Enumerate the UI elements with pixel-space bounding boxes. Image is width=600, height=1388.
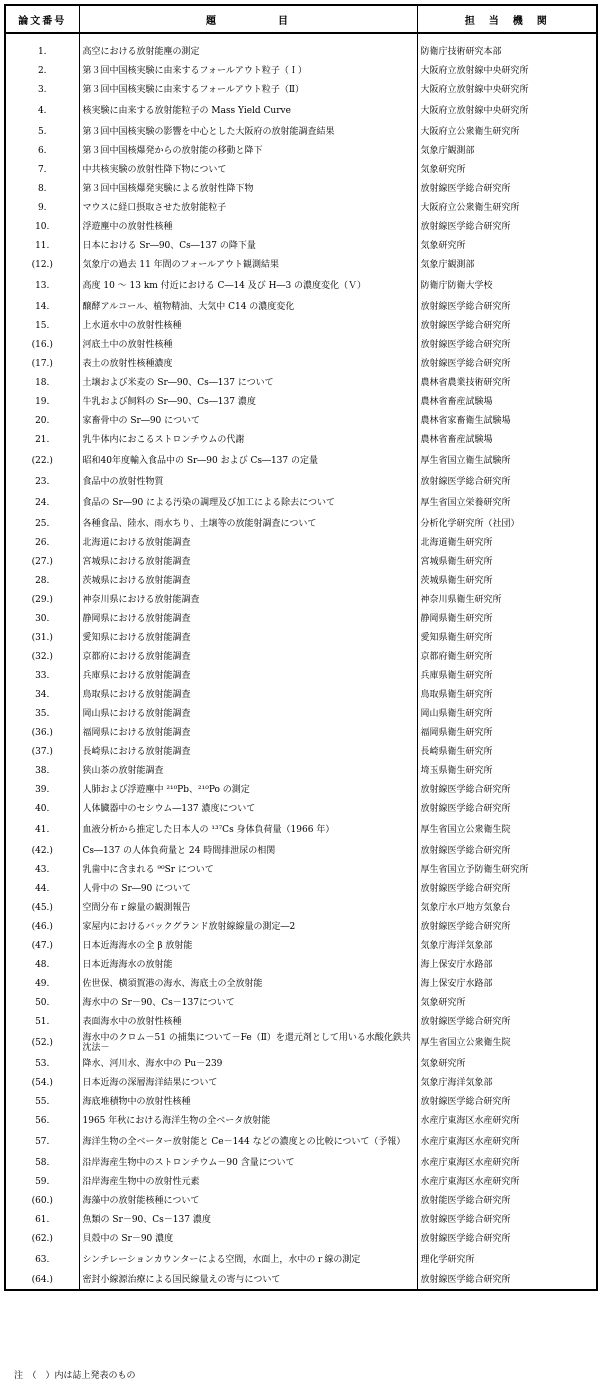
organization: 岡山県衛生研究所 (420, 708, 493, 719)
paper-title: 海水中の Sr－90、Cs－137について (79, 993, 417, 1012)
paper-title: 核実験に由来する放射能粒子の Mass Yield Curve (79, 99, 417, 122)
table-row (5, 936, 597, 955)
paper-title: 神奈川県における放射能調査 (79, 590, 417, 609)
table-row (5, 80, 597, 99)
paper-title: 宮城県における放射能調査 (79, 552, 417, 571)
paper-title: マウスに経口摂取させた放射能粒子 (79, 198, 417, 217)
paper-number: 56. (5, 1111, 79, 1130)
paper-title: 家屋内におけるバックグランド放射線線量の測定―2 (79, 917, 417, 936)
table-row (5, 1153, 597, 1172)
paper-title: 沿岸海産生物中の放射性元素 (79, 1172, 417, 1191)
paper-number: (46.) (5, 917, 79, 936)
organization: 放射線医学総合研究所 (420, 784, 511, 795)
table-row (5, 742, 597, 761)
spacer-row (5, 33, 597, 42)
paper-list-table (4, 4, 598, 1291)
paper-title: 日本近海海水の全 β 放射能 (79, 936, 417, 955)
paper-number: 11. (5, 236, 79, 255)
paper-title: 土壌および米麦の Sr―90、Cs―137 について (79, 373, 417, 392)
paper-title: 佐世保、横須賀港の海水、海底土の全放射能 (79, 974, 417, 993)
table-row (5, 685, 597, 704)
table-row (5, 430, 597, 449)
paper-number: 41. (5, 818, 79, 841)
paper-title: 気象庁の過去 11 年間のフォールアウト観測結果 (79, 255, 417, 274)
organization: 福岡県衛生研究所 (420, 727, 493, 738)
organization: 気象研究所 (420, 997, 466, 1008)
paper-number: 38. (5, 761, 79, 780)
paper-number: 28. (5, 571, 79, 590)
organization: 放射線医学総合研究所 (420, 803, 511, 814)
organization: 茨城県衛生研究所 (420, 575, 493, 586)
table-row (5, 955, 597, 974)
table-row (5, 898, 597, 917)
organization: 海上保安庁水路部 (420, 959, 493, 970)
table-row (5, 1130, 597, 1153)
paper-title: 人骨中の Sr―90 について (79, 879, 417, 898)
paper-title: 日本における Sr―90、Cs―137 の降下量 (79, 236, 417, 255)
paper-number: 44. (5, 879, 79, 898)
paper-number: 4. (5, 99, 79, 122)
organization: 放射線医学総合研究所 (420, 358, 511, 369)
paper-title: 乳牛体内におこるストロンチウムの代謝 (79, 430, 417, 449)
table-row (5, 780, 597, 799)
table-row (5, 514, 597, 533)
table-row (5, 198, 597, 217)
organization: 農林省家畜衛生試験場 (420, 415, 511, 426)
paper-number: 1. (5, 42, 79, 61)
organization: 放射線医学総合研究所 (420, 1275, 511, 1285)
paper-number: 63. (5, 1248, 79, 1271)
table-row (5, 335, 597, 354)
table-row (5, 297, 597, 316)
paper-title: 1965 年秋における海洋生物の全ベータ放射能 (79, 1111, 417, 1130)
paper-title: 食品の Sr―90 による汚染の調理及び加工による除去について (79, 491, 417, 514)
table-row (5, 860, 597, 879)
paper-number: (52.) (5, 1031, 79, 1054)
paper-number: 19. (5, 392, 79, 411)
table-row (5, 392, 597, 411)
paper-title: 貝殻中の Sr－90 濃度 (79, 1229, 417, 1248)
header-title: 題 目 (79, 5, 417, 33)
paper-title: 食品中の放射性物質 (79, 472, 417, 491)
paper-title: 中共核実験の放射性降下物について (79, 160, 417, 179)
table-body (5, 33, 597, 1290)
paper-title: 岡山県における放射能調査 (79, 704, 417, 723)
table-row (5, 472, 597, 491)
paper-title: Cs―137 の人体負荷量と 24 時間排泄尿の相関 (79, 841, 417, 860)
paper-title: 高度 10 ～ 13 km 付近における C―14 及び H―3 の濃度変化（Ｖ） (79, 274, 417, 297)
organization: 放射線医学総合研究所 (420, 883, 511, 894)
paper-title: 各種食品、陸水、雨水ちり、土壌等の放能射調査について (79, 514, 417, 533)
table-row (5, 841, 597, 860)
table-row (5, 1111, 597, 1130)
table-row (5, 1092, 597, 1111)
paper-title: 昭和40年度輸入食品中の Sr―90 および Cs―137 の定量 (79, 449, 417, 472)
table-row (5, 354, 597, 373)
paper-title: 密封小線源治療による国民線量えの寄与について (79, 1271, 417, 1290)
paper-number: 49. (5, 974, 79, 993)
paper-title: シンチレーションカウンターによる空間，水面上，水中のｒ線の測定 (79, 1248, 417, 1271)
paper-title: 醸酵アルコール、植物精油、大気中 C14 の濃度変化 (79, 297, 417, 316)
table-row (5, 179, 597, 198)
paper-title: 日本近海海水の放射能 (79, 955, 417, 974)
paper-title: 高空における放射能塵の測定 (79, 42, 417, 61)
organization: 京都府衛生研究所 (420, 651, 493, 662)
organization: 放射線医学総合研究所 (420, 320, 511, 331)
table-row (5, 818, 597, 841)
organization: 厚生省国立公衆衛生院 (420, 1037, 511, 1048)
paper-title: 海洋生物の全ベーター放射能と Ce－144 などの濃度との比較について（予報） (79, 1130, 417, 1153)
table-header-row (5, 5, 597, 33)
table-row (5, 1172, 597, 1191)
paper-title: 上水道水中の放射性核種 (79, 316, 417, 335)
table-row (5, 647, 597, 666)
paper-number: (64.) (5, 1271, 79, 1290)
paper-title: 牛乳および飼料の Sr―90、Cs―137 濃度 (79, 392, 417, 411)
table-row (5, 879, 597, 898)
organization: 放射線医学総合研究所 (420, 1016, 511, 1027)
organization: 防衛庁技術研究本部 (420, 46, 502, 57)
organization: 水産庁東海区水産研究所 (420, 1176, 520, 1187)
paper-number: 5. (5, 122, 79, 141)
organization: 厚生省国立衛生試験所 (420, 455, 511, 466)
organization: 水産庁東海区水産研究所 (420, 1157, 520, 1168)
organization: 気象庁海洋気象部 (420, 940, 493, 951)
paper-number: 30. (5, 609, 79, 628)
table-row (5, 571, 597, 590)
paper-number: (12.) (5, 255, 79, 274)
table-row (5, 704, 597, 723)
organization: 鳥取県衛生研究所 (420, 689, 493, 700)
paper-number: 35. (5, 704, 79, 723)
paper-number: 9. (5, 198, 79, 217)
table-row (5, 160, 597, 179)
organization: 気象研究所 (420, 164, 466, 175)
paper-title: 第３回中国核爆発実験による放射性降下物 (79, 179, 417, 198)
paper-title: 長崎県における放射能調査 (79, 742, 417, 761)
organization: 気象庁観測部 (420, 145, 475, 156)
footnote: 注 （ ）内は誌上発表のもの (14, 1371, 136, 1381)
paper-title: 沿岸海産生物中のストロンチウム－90 含量について (79, 1153, 417, 1172)
organization: 気象庁海洋気象部 (420, 1077, 493, 1088)
table-row (5, 993, 597, 1012)
organization: 気象研究所 (420, 1058, 466, 1069)
table-row (5, 1054, 597, 1073)
paper-number: 20. (5, 411, 79, 430)
paper-number: (36.) (5, 723, 79, 742)
paper-number: 43. (5, 860, 79, 879)
table-row (5, 122, 597, 141)
organization: 気象庁観測部 (420, 259, 475, 270)
table-row (5, 236, 597, 255)
table-row (5, 666, 597, 685)
organization: 農林省畜産試験場 (420, 396, 493, 407)
table-row (5, 411, 597, 430)
paper-number: 15. (5, 316, 79, 335)
table-row (5, 1248, 597, 1271)
table-row (5, 1210, 597, 1229)
paper-number: (32.) (5, 647, 79, 666)
paper-number: 14. (5, 297, 79, 316)
paper-title: 河底土中の放射性核種 (79, 335, 417, 354)
paper-number: 50. (5, 993, 79, 1012)
paper-number: 61. (5, 1210, 79, 1229)
paper-number: (17.) (5, 354, 79, 373)
organization: 宮城県衛生研究所 (420, 556, 493, 567)
table-row (5, 628, 597, 647)
paper-title: 魚類の Sr－90、Cs－137 濃度 (79, 1210, 417, 1229)
header-organization: 担 当 機 関 (417, 5, 597, 33)
paper-title: 海水中のクロム－51 の捕集について－Fe（Ⅱ）を還元剤として用いる水酸化鉄共沈法－ (79, 1031, 417, 1054)
paper-number: 10. (5, 217, 79, 236)
table-row (5, 1073, 597, 1092)
table-row (5, 99, 597, 122)
organization: 農林省畜産試験場 (420, 434, 493, 445)
paper-title: 血液分析から推定した日本人の ¹³⁷Cs 身体負荷量（1966 年） (79, 818, 417, 841)
paper-number: 21. (5, 430, 79, 449)
paper-title: 降水、河川水、海水中の Pu－239 (79, 1054, 417, 1073)
table-row (5, 449, 597, 472)
table-row (5, 590, 597, 609)
table-row (5, 373, 597, 392)
organization: 埼玉県衛生研究所 (420, 765, 493, 776)
paper-number: 23. (5, 472, 79, 491)
table-row (5, 1012, 597, 1031)
organization: 水産庁東海区水産研究所 (420, 1115, 520, 1126)
organization: 兵庫県衛生研究所 (420, 670, 493, 681)
table-row (5, 917, 597, 936)
paper-number: 33. (5, 666, 79, 685)
paper-number: 25. (5, 514, 79, 533)
table-row (5, 1271, 597, 1290)
organization: 大阪府立放射線中央研究所 (420, 84, 529, 95)
organization: 放射線医学総合研究所 (420, 1233, 511, 1244)
organization: 理化学研究所 (420, 1254, 475, 1265)
paper-number: 18. (5, 373, 79, 392)
organization: 放射線医学総合研究所 (420, 921, 511, 932)
paper-title: 北海道における放射能調査 (79, 533, 417, 552)
paper-number: 34. (5, 685, 79, 704)
organization: 大阪府立公衆衛生研究所 (420, 202, 520, 213)
paper-title: 静岡県における放射能調査 (79, 609, 417, 628)
table-row (5, 552, 597, 571)
paper-number: 48. (5, 955, 79, 974)
organization: 防衛庁防衛大学校 (420, 280, 493, 291)
organization: 放射線医学総合研究所 (420, 221, 511, 232)
organization: 放射線医学総合研究所 (420, 845, 511, 856)
paper-title: 第３回中国核実験に由来するフォールアウト粒子（Ｉ） (79, 61, 417, 80)
paper-title: 表面海水中の放射性核種 (79, 1012, 417, 1031)
table-row (5, 974, 597, 993)
table-row (5, 274, 597, 297)
paper-number: 40. (5, 799, 79, 818)
paper-number: (22.) (5, 449, 79, 472)
paper-number: 2. (5, 61, 79, 80)
paper-number: (29.) (5, 590, 79, 609)
table-row (5, 255, 597, 274)
table-row (5, 316, 597, 335)
paper-title: 第３回中国核爆発からの放射能の移動と降下 (79, 141, 417, 160)
paper-title: 京都府における放射能調査 (79, 647, 417, 666)
paper-title: 乳歯中に含まれる ⁹⁰Sr について (79, 860, 417, 879)
paper-number: 24. (5, 491, 79, 514)
paper-title: 表土の放射性核種濃度 (79, 354, 417, 373)
paper-number: 3. (5, 80, 79, 99)
paper-number: (62.) (5, 1229, 79, 1248)
organization: 厚生省国立栄養研究所 (420, 497, 511, 508)
paper-number: (47.) (5, 936, 79, 955)
paper-title: 狭山茶の放射能調査 (79, 761, 417, 780)
organization: 放射線医学総合研究所 (420, 339, 511, 350)
organization: 海上保安庁水路部 (420, 978, 493, 989)
paper-number: (42.) (5, 841, 79, 860)
organization: 放射線医学総合研究所 (420, 1096, 511, 1107)
paper-title: 第３回中国核実験に由来するフォールアウト粒子（Ⅱ） (79, 80, 417, 99)
organization: 愛知県衛生研究所 (420, 632, 493, 643)
organization: 農林省農業技術研究所 (420, 377, 511, 388)
paper-number: 55. (5, 1092, 79, 1111)
paper-number: 26. (5, 533, 79, 552)
organization: 放射線医学総合研究所 (420, 1214, 511, 1225)
organization: 分析化学研究所（社団） (420, 518, 520, 529)
table-row (5, 61, 597, 80)
table-row (5, 761, 597, 780)
table-row (5, 609, 597, 628)
table-row (5, 723, 597, 742)
organization: 放射線医学総合研究所 (420, 301, 511, 312)
table-row (5, 217, 597, 236)
organization: 大阪府立放射線中央研究所 (420, 65, 529, 76)
paper-number: (45.) (5, 898, 79, 917)
organization: 放射線医学総合研究所 (420, 476, 511, 487)
paper-title: 茨城県における放射能調査 (79, 571, 417, 590)
paper-title: 浮遊塵中の放射性核種 (79, 217, 417, 236)
paper-title: 海底堆積物中の放射性核種 (79, 1092, 417, 1111)
header-paper-number: 論文番号 (5, 5, 79, 33)
organization: 静岡県衛生研究所 (420, 613, 493, 624)
table-row (5, 42, 597, 61)
paper-number: 58. (5, 1153, 79, 1172)
organization: 大阪府立公衆衛生研究所 (420, 126, 520, 137)
paper-number: 57. (5, 1130, 79, 1153)
paper-number: 39. (5, 780, 79, 799)
table-row (5, 1031, 597, 1054)
organization: 厚生省国立公衆衛生院 (420, 824, 511, 835)
paper-number: 8. (5, 179, 79, 198)
paper-number: (16.) (5, 335, 79, 354)
paper-number: 7. (5, 160, 79, 179)
paper-number: 59. (5, 1172, 79, 1191)
paper-title: 鳥取県における放射能調査 (79, 685, 417, 704)
paper-number: 53. (5, 1054, 79, 1073)
organization: 大阪府立放射線中央研究所 (420, 105, 529, 116)
paper-number: (27.) (5, 552, 79, 571)
paper-title: 空間分布ｒ線量の観測報告 (79, 898, 417, 917)
paper-number: (37.) (5, 742, 79, 761)
paper-number: (60.) (5, 1191, 79, 1210)
table-row (5, 141, 597, 160)
organization: 気象研究所 (420, 240, 466, 251)
organization: 放射線医学総合研究所 (420, 183, 511, 194)
organization: 放射能医学総合研究所 (420, 1195, 511, 1206)
paper-title: 人肺および浮遊塵中 ²¹⁰Pb、²¹⁰Po の測定 (79, 780, 417, 799)
table-row (5, 1191, 597, 1210)
paper-number: 51. (5, 1012, 79, 1031)
paper-title: 海藻中の放射能核種について (79, 1191, 417, 1210)
paper-title: 福岡県における放射能調査 (79, 723, 417, 742)
organization: 気象庁水戸地方気象台 (420, 902, 511, 913)
paper-title: 愛知県における放射能調査 (79, 628, 417, 647)
paper-number: 13. (5, 274, 79, 297)
paper-number: 6. (5, 141, 79, 160)
organization: 長崎県衛生研究所 (420, 746, 493, 757)
paper-title: 兵庫県における放射能調査 (79, 666, 417, 685)
table-row (5, 533, 597, 552)
paper-title: 日本近海の深層海洋結果について (79, 1073, 417, 1092)
paper-number: (31.) (5, 628, 79, 647)
organization: 水産庁東海区水産研究所 (420, 1136, 520, 1147)
organization: 神奈川県衛生研究所 (420, 594, 502, 605)
table-row (5, 799, 597, 818)
table-row (5, 1229, 597, 1248)
table-row (5, 491, 597, 514)
organization: 北海道衛生研究所 (420, 537, 493, 548)
paper-title: 家畜骨中の Sr―90 について (79, 411, 417, 430)
organization: 厚生省国立予防衛生研究所 (420, 864, 529, 875)
paper-title: 人体臓器中のセシウム―137 濃度について (79, 799, 417, 818)
paper-title: 第３回中国核実験の影響を中心とした大阪府の放射能調査結果 (79, 122, 417, 141)
paper-number: (54.) (5, 1073, 79, 1092)
